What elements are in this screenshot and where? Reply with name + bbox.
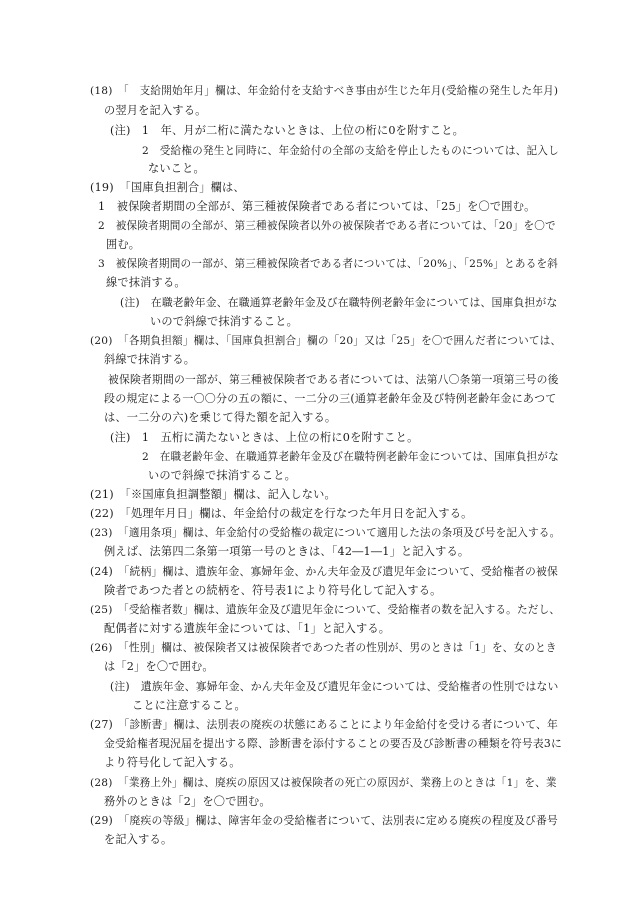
text-line: 2 在職老齢年金、在職通算老齢年金及び在職特例老齢年金については、国庫負担がな <box>142 451 559 463</box>
text-line: は「2」を〇で囲む。 <box>104 660 214 673</box>
text-line: 2 被保険者期間の全部が、第三種被保険者以外の被保険者である者については、「20」を〇で <box>98 220 556 232</box>
text-line: 配偶者に対する遺族年金については、「1」と記入する。 <box>104 622 391 635</box>
text-line: いので斜線で抹消すること。 <box>148 469 297 482</box>
text-line: 3 被保険者期間の一部が、第三種被保険者である者については、「20%」、「25%」とあるを斜 <box>98 258 559 270</box>
text-line: 斜線で抹消する。 <box>104 353 196 366</box>
text-line: 険者であつた者との続柄を、符号表1により符号化して記入する。 <box>104 584 442 597</box>
text-line: を記入する。 <box>104 833 173 846</box>
text-line: より符号化して記入する。 <box>104 756 241 769</box>
text-line: 2 受給権の発生と同時に、年金給付の全部の支給を停止したものについては、記入し <box>142 145 559 157</box>
text-line: ことに注意すること。 <box>132 699 246 712</box>
text-line: (注) 在職老齢年金、在職通算老齢年金及び在職特例老齢年金については、国庫負担がな <box>120 296 558 309</box>
text-line: ないこと。 <box>148 162 205 175</box>
text-line: の翌月を記入する。 <box>104 104 207 117</box>
text-line: 金受給権者現況届を提出する際、診断書を添付することの要否及び診断書の種類を符号表3に <box>104 737 562 750</box>
text-line: (21) 「※国庫負担調整額」欄は、記入しない。 <box>90 488 336 501</box>
text-line: (注) 遺族年金、寡婦年金、かん夫年金及び遺児年金については、受給権者の性別ではない <box>110 680 559 693</box>
text-line: は、一二分の六)を乗じて得た額を記入する。 <box>104 411 337 424</box>
text-line: (27) 「診断書」欄は、法別表の廃疾の状態にあることにより年金給付を受ける者について、年 <box>90 718 558 731</box>
text-line: 1 被保険者期間の全部が、第三種被保険者である者については、「25」を〇で囲む。 <box>98 200 536 213</box>
text-line: (23) 「適用条項」欄は、年金給付の受給権の裁定について適用した法の条項及び号を記入する。 <box>90 527 561 539</box>
text-line: (注) 1 五桁に満たないときは、上位の桁に0を附すこと。 <box>110 431 419 444</box>
text-line: 線で抹消する。 <box>106 276 186 289</box>
text-line: (29) 「廃疾の等級」欄は、障害年金の受給権者について、法別表に定める廃疾の程度及び番号 <box>90 814 558 827</box>
text-line: (24) 「続柄」欄は、遺族年金、寡婦年金、かん夫年金及び遺児年金について、受給権者の被保 <box>90 565 558 578</box>
text-line: (注) 1 年、月が二桁に満たないときは、上位の桁に0を附すこと。 <box>110 124 465 137</box>
text-line: 被保険者期間の一部が、第三種被保険者である者については、法第八〇条第一項第三号の後 <box>108 373 559 386</box>
text-line: (18) 「 支給開始年月」欄は、年金給付を支給すべき事由が生じた年月(受給権の発生した年月) <box>90 85 559 97</box>
text-line: 例えば、法第四二条第一項第一号のときは、「42―1―1」と記入する。 <box>104 545 470 558</box>
text-line: (26) 「性別」欄は、被保険者又は被保険者であつた者の性別が、男のときは「1」を、女のとき <box>90 642 557 654</box>
text-line: (19) 「国庫負担割合」欄は、 <box>90 181 245 194</box>
text-line: いので斜線で抹消すること。 <box>150 315 299 328</box>
text-line: 段の規定による一〇〇分の五の額に、一二分の三(通算老齢年金及び特例老齢年金にあつて <box>104 392 557 405</box>
text-line: (22) 「処理年月日」欄は、年金給付の裁定を行なつた年月日を記入する。 <box>90 507 473 520</box>
text-line: (20) 「各期負担額」欄は、「国庫負担割合」欄の「20」又は「25」を〇で囲んだ者については、 <box>90 335 562 347</box>
text-line: 囲む。 <box>106 238 141 251</box>
text-line: 務外のときは「2」を〇で囲む。 <box>104 795 271 808</box>
text-line: (25) 「受給権者数」欄は、遺族年金及び遺児年金について、受給権者の数を記入する。ただし、 <box>90 604 561 616</box>
text-line: (28) 「業務上外」欄は、廃疾の原因又は被保険者の死亡の原因が、業務上のときは「1」を、業 <box>90 777 557 789</box>
